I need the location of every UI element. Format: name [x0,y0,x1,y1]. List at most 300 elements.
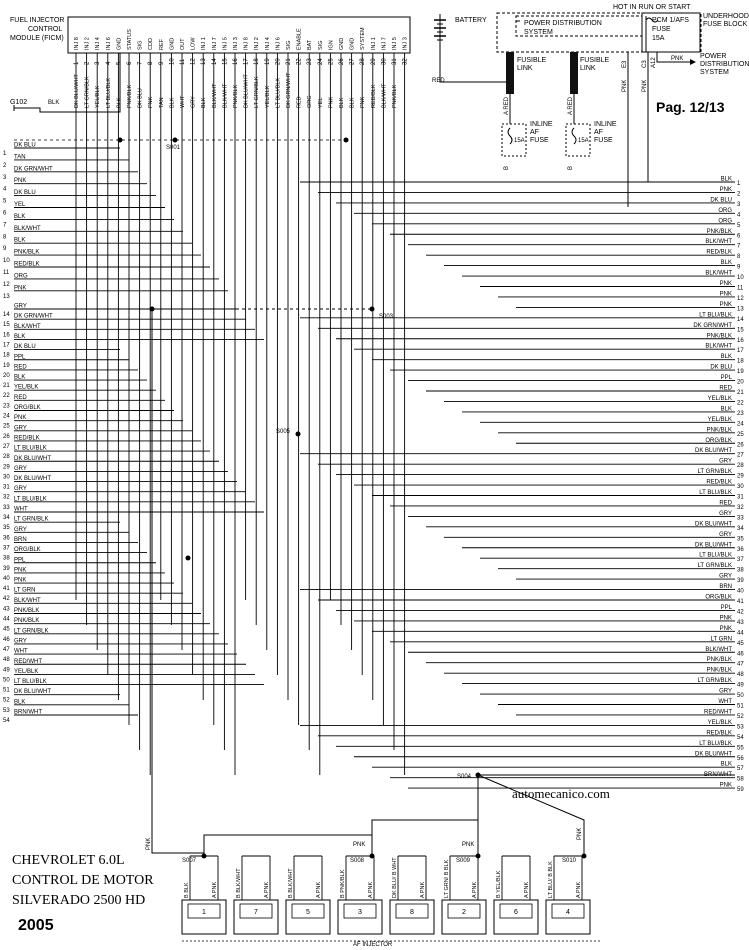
ficm-pin-name: SYSTEM [360,27,367,50]
ficm-pin-wire: LT BLU/BLK [105,77,112,108]
right-wire-label: BLK/WHT [705,343,732,350]
right-wire-label: GRY [719,458,732,465]
right-wire-label: BRN [719,584,732,591]
svg-text:AF: AF [530,129,539,136]
right-row-number: 28 [737,463,744,470]
right-row-number: 19 [737,369,744,376]
left-wire-label: YEL/BLK [14,668,39,675]
ficm-pin-name: BAT [307,39,314,50]
pcm-fuse-label-2: FUSE [652,26,671,33]
ficm-pin-wire: PNK [148,96,155,108]
svg-text:A RED: A RED [504,96,510,115]
right-row-number: 26 [737,442,744,449]
injector-number: 7 [254,909,258,916]
svg-text:S004: S004 [457,774,472,780]
ficm-pin-name: INJ 5 [222,37,229,50]
left-wire-label: ORG/BLK [14,547,41,554]
right-wire-label: RED/WHT [704,709,732,716]
ficm-pin-number: 8 [148,61,155,65]
ficm-pin-wire: RED [296,96,303,108]
left-row-number: 38 [3,555,10,562]
left-row-number: 4 [3,186,7,193]
svg-text:FUSIBLE: FUSIBLE [580,57,610,64]
ficm-pin-number: 21 [286,58,292,65]
left-wire-label: DK BLU [14,190,36,197]
website-watermark: automecanico.com [512,786,610,801]
right-row-number: 5 [737,222,741,229]
left-row-number: 35 [3,525,10,532]
left-wire-label: WHT [14,648,28,655]
ficm-pin-name: INJ 1 [201,37,208,50]
left-row-number: 10 [3,258,10,265]
left-row-number: 32 [3,494,10,501]
left-wire-label: BLK/WHT [14,225,41,232]
ficm-pin-number: 10 [169,58,176,65]
ficm-pin-number: 7 [137,61,144,65]
right-row-number: 43 [737,619,744,626]
left-wire-label: PNK [14,577,27,584]
left-row-number: 29 [3,464,10,471]
ficm-pin-number: 6 [127,61,133,65]
ficm-pin-name: REF [158,39,165,50]
right-wire-label: PNK/BLK [706,657,732,664]
left-wire-label: WHT [14,506,28,513]
splice-label-s009: S009 [456,858,471,864]
left-row-number: 44 [3,616,10,623]
left-wire-label: DK BLU/WHT [14,455,52,462]
right-wire-label: GRY [719,573,732,580]
right-row-number: 59 [737,787,744,794]
ficm-pin-number: 23 [307,58,314,65]
left-row-number: 18 [3,352,10,359]
left-row-number: 12 [3,281,10,288]
right-row-number: 17 [737,348,744,355]
ficm-pin-number: 2 [84,61,91,65]
right-wire-label: BLK [720,761,732,768]
left-row-number: 22 [3,393,10,400]
right-row-number: 8 [737,254,741,261]
left-row-number: 51 [3,687,10,694]
left-row-number: 5 [3,198,7,205]
left-row-number: 31 [3,484,10,491]
ficm-pin-wire: YEL/BLK [95,85,102,108]
ficm-pin-wire: TAN [158,97,165,108]
year-label: 2005 [18,917,54,934]
ficm-pin-number: 16 [233,58,239,65]
ficm-pin-name: CDD [148,38,155,50]
right-row-number: 45 [737,640,744,647]
right-wire-label: BLK [720,406,732,413]
right-row-number: 22 [737,400,744,407]
ficm-pin-name: INJ 6 [275,37,282,50]
left-wire-label: RED/BLK [14,261,40,268]
page-number: Pag. 12/13 [656,99,725,115]
ficm-pin-number: 4 [105,61,112,65]
svg-text:S001: S001 [166,145,181,151]
left-row-number: 54 [3,718,10,724]
svg-text:FUSE: FUSE [594,137,613,144]
ficm-pin-wire: ORG [307,95,314,108]
left-row-number: 50 [3,677,10,684]
ficm-pin-number: 11 [180,58,186,65]
left-wire-label: BLK/WHT [14,323,41,330]
pds-label-2: SYSTEM [524,29,553,36]
left-wire-label: LT BLU/BLK [14,445,47,452]
ficm-pin-number: 22 [296,58,303,65]
ficm-pin-name: INJ 8 [243,37,250,50]
ficm-pin-number: 17 [243,58,250,65]
right-row-number: 42 [737,609,744,616]
left-wire-label: DK BLU/WHT [14,689,52,696]
right-row-number: 32 [737,504,744,511]
ficm-pin-wire: DK GRN/WHT [286,72,292,108]
ficm-pin-name: SIG [286,40,292,50]
right-wire-label: LT GRN/BLK [697,469,732,476]
left-wire-label: GRY [14,486,27,493]
right-wire-label: PNK [719,615,732,622]
splice-label-s007: S007 [182,858,197,864]
ficm-pin-name: GND [116,37,123,50]
ficm-pin-name: SIG [317,40,324,50]
left-wire-label: BRN/WHT [14,709,42,716]
right-wire-label: PNK/BLK [706,667,732,674]
right-wire-label: PNK [719,301,732,308]
fusible-link-2 [570,52,578,94]
left-wire-label: RED [14,364,27,371]
right-wire-label: BLK/WHT [705,270,732,277]
left-wire-label: DK GRN/WHT [14,166,53,173]
ficm-pin-number: 9 [158,61,165,65]
right-row-number: 53 [737,724,744,731]
right-wire-label: LT BLU/BLK [699,312,732,319]
right-wire-label: LT GRN/BLK [697,678,732,685]
injector-number: 4 [566,909,570,916]
svg-text:INLINE: INLINE [530,121,553,128]
right-wire-label: PNK/BLK [706,427,732,434]
right-row-number: 16 [737,337,744,344]
right-row-number: 23 [737,410,744,417]
right-wire-label: PNK [719,291,732,298]
ficm-pin-number: 14 [211,58,218,65]
left-row-number: 15 [3,322,10,329]
left-row-number: 8 [3,234,7,241]
ficm-pin-wire: BLK [169,97,176,108]
ficm-pin-wire: YEL/BLK [264,85,271,108]
ficm-pin-wire: LT GRN/BLK [84,76,91,108]
left-row-number: 2 [3,162,7,169]
ficm-pin-number: 13 [201,58,208,65]
left-row-number: 13 [3,293,10,300]
ficm-pin-name: OUT [180,38,186,50]
right-wire-label: RED [719,385,732,392]
right-wire-label: GRY [719,510,732,517]
left-wire-label: ORG/BLK [14,405,41,411]
ficm-pin-wire: WHT [180,95,186,108]
left-row-number: 17 [3,342,10,349]
ficm-pin-wire: LT BLU/BLK [275,77,282,108]
right-row-number: 13 [737,306,744,313]
ficm-pin-name: INJ 4 [264,37,271,50]
svg-text:PNK: PNK [622,79,628,92]
ficm-pin-name: INJ 3 [233,37,239,50]
right-wire-label: LT GRN/BLK [697,563,732,570]
left-wire-label: GRY [14,526,27,533]
ficm-pin-wire: PNK [360,96,367,108]
injector-wire-a: A PNK [264,881,270,898]
injector-wire-a: A PNK [420,881,426,898]
injector-number: 6 [514,909,518,916]
injector-wire-b: B BLK [184,882,190,898]
right-wire-label: PNK/BLK [706,333,732,340]
left-wire-label: PPL [14,354,26,361]
left-wire-label: RED/BLK [14,435,40,442]
ficm-pin-wire: GRY [190,96,197,108]
pds-label-1: POWER DISTRIBUTION [524,20,602,27]
right-row-number: 6 [737,233,741,240]
ficm-pin-wire: PNK/BLK [127,84,133,108]
right-row-number: 7 [737,243,741,250]
ficm-pin-name: GND [339,37,345,50]
ficm-pin-number: 20 [275,58,282,65]
left-row-number: 1 [3,151,7,157]
left-row-number: 43 [3,606,10,613]
left-wire-label: BLK/WHT [14,597,41,604]
ficm-pin-name: GND [169,37,176,50]
left-row-number: 26 [3,433,10,440]
left-wire-label: LT GRN/BLK [14,628,49,635]
ficm-pin-wire: BLK/WHT [222,83,229,108]
ficm-pin-wire: DK BLU/WHT [74,74,80,108]
right-wire-label: BLK [720,176,732,183]
svg-text:FUSIBLE: FUSIBLE [517,57,547,64]
left-row-number: 30 [3,474,10,481]
left-wire-label: YEL/BLK [14,384,39,391]
left-row-number: 21 [3,383,10,390]
svg-text:C3: C3 [642,60,648,68]
right-wire-label: BLK/WHT [705,646,732,653]
left-wire-label: BLK [14,333,26,340]
right-row-number: 2 [737,191,741,198]
left-wire-label: BLK [14,374,26,381]
left-row-number: 7 [3,222,7,229]
right-row-number: 57 [737,766,744,773]
ficm-pin-name: INJ 8 [74,37,80,50]
ficm-pin-name: STATUS [127,29,133,50]
ficm-pin-wire: BLK [349,97,356,108]
left-wire-label: BRN [14,536,27,543]
right-wire-label: RED/BLK [706,730,732,737]
title-line-2: CONTROL DE MOTOR [12,873,154,888]
right-row-number: 27 [737,452,744,459]
right-row-number: 4 [737,212,741,219]
ficm-pin-number: 5 [116,61,123,65]
left-wire-label: DK BLU/WHT [14,476,52,483]
svg-text:PNK: PNK [462,842,475,848]
right-wire-label: LT GRN [710,636,732,643]
left-wire-label: LT BLU/BLK [14,679,47,686]
svg-text:FUSE: FUSE [530,137,549,144]
ficm-pin-number: 1 [74,61,80,65]
injector-number: 2 [462,909,466,916]
left-row-number: 9 [3,246,7,253]
right-wire-label: DK GRN/WHT [693,322,732,329]
right-wire-label: BLK/WHT [705,239,732,246]
left-wire-label: GRY [14,638,27,645]
svg-text:PNK: PNK [577,827,583,840]
ficm-pin-number: 3 [95,61,102,65]
svg-text:A RED: A RED [568,96,574,115]
ficm-pin-name: INJ 1 [370,37,377,50]
injector-number: 8 [410,909,414,916]
right-row-number: 30 [737,484,744,491]
left-row-number: 24 [3,413,10,420]
ficm-title-1: FUEL INJECTOR [10,17,65,24]
right-row-number: 36 [737,546,744,553]
right-wire-label: PNK [719,186,732,193]
left-row-number: 19 [3,362,10,369]
ficm-pin-number: 28 [360,58,367,65]
left-row-number: 25 [3,423,10,430]
right-wire-label: DK BLU/WHT [694,448,732,455]
ficm-pin-name: ENABLE [296,28,303,50]
ficm-pin-name: INJ 7 [211,37,218,50]
left-wire-label: YEL [14,202,26,208]
g102-label: G102 [10,99,28,106]
svg-text:PNK: PNK [353,842,366,848]
right-row-number: 11 [737,285,744,292]
left-row-number: 6 [3,210,7,217]
svg-text:PNK: PNK [146,837,152,850]
ficm-pin-number: 30 [381,58,388,65]
svg-text:PNK: PNK [671,56,684,62]
right-wire-label: BLK [720,260,732,267]
right-wire-label: PNK [719,281,732,287]
left-row-number: 45 [3,626,10,633]
left-row-number: 11 [3,270,10,276]
right-wire-label: YEL/BLK [707,416,732,423]
left-wire-label: DK BLU [14,344,36,351]
ficm-pin-wire: PNK/BLK [233,84,239,108]
right-wire-label: BLK [720,354,732,361]
right-row-number: 51 [737,703,744,710]
injector-wire-a: A PNK [576,881,582,898]
left-wire-label: RED [14,394,27,401]
svg-text:S005: S005 [276,429,291,435]
svg-text:DISTRIBUTION: DISTRIBUTION [700,61,749,68]
ficm-pin-wire: BLK/WHT [381,83,388,108]
pcm-fuse-label-3: 15A [652,35,665,42]
left-wire-label: TAN [14,154,26,161]
right-wire-label: RED/BLK [706,479,732,486]
ficm-pin-wire: DK BLU [137,88,144,108]
ficm-pin-name: INJ 2 [254,37,261,50]
svg-text:PNK: PNK [642,79,648,92]
left-wire-label: PPL [14,557,26,564]
right-wire-label: DK BLU [710,197,732,204]
svg-text:LINK: LINK [517,65,533,72]
right-wire-label: ORG [718,207,732,214]
ficm-pin-number: 24 [317,58,324,65]
left-row-number: 40 [3,575,10,582]
right-wire-label: ORG/BLK [705,437,732,444]
ficm-pin-wire: BLK [116,97,123,108]
ficm-pin-name: INJ 3 [402,37,409,50]
right-row-number: 9 [737,264,741,271]
injector-wire-b: B BLK/WHT [288,868,294,898]
right-wire-label: LT BLU/BLK [699,490,732,496]
left-row-number: 53 [3,707,10,714]
ficm-pin-wire: PNK [328,96,335,108]
right-row-number: 34 [737,525,744,532]
injector-wire-a: A PNK [472,881,478,898]
right-row-number: 46 [737,651,744,658]
right-row-number: 54 [737,734,744,741]
svg-text:E3: E3 [622,60,628,68]
right-row-number: 31 [737,494,744,501]
right-row-number: 3 [737,201,741,208]
left-wire-label: PNK [14,567,27,574]
svg-text:15A: 15A [578,138,589,144]
injector-wire-a: A PNK [524,881,530,898]
right-wire-label: DK BLU [710,364,732,371]
injector-wire-b: B PNK/BLK [340,869,346,898]
ficm-pin-name: GND [349,37,356,50]
left-row-number: 39 [3,565,10,572]
left-row-number: 34 [3,515,10,521]
right-row-number: 39 [737,578,744,585]
left-row-number: 41 [3,586,10,593]
left-wire-label: LT BLU/BLK [14,496,47,503]
left-row-number: 52 [3,697,10,704]
right-row-number: 49 [737,682,744,689]
left-wire-label: LT GRN [14,587,36,594]
ficm-pin-wire: DK BLU/WHT [243,74,250,108]
g102-wire-label: BLK [48,100,60,106]
left-wire-label: PNK [14,178,27,185]
right-row-number: 52 [737,713,744,720]
ficm-title-3: MODULE (FICM) [10,35,64,42]
left-row-number: 20 [3,372,10,379]
right-row-number: 29 [737,473,744,480]
ficm-pin-number: 32 [402,58,409,65]
ficm-pin-wire: BLK/WHT [211,83,218,108]
right-row-number: 55 [737,745,744,752]
hot-in-run-label: HOT IN RUN OR START [613,4,691,11]
left-wire-label: RED/WHT [14,658,42,665]
ficm-pin-wire: BLK [201,97,208,108]
svg-text:SYSTEM: SYSTEM [700,69,729,76]
right-row-number: 25 [737,431,744,438]
left-row-number: 48 [3,657,10,664]
svg-text:INLINE: INLINE [594,121,617,128]
splice-label-s010: S010 [562,858,577,864]
right-row-number: 37 [737,557,744,564]
left-wire-label: DK BLU [14,142,36,149]
title-line-3: SILVERADO 2500 HD [12,893,146,908]
fusible-link-1 [506,52,514,94]
left-wire-label: BLK [14,237,26,244]
ficm-pin-number: 29 [370,58,377,65]
left-wire-label: ORG [14,273,28,280]
right-row-number: 41 [737,599,744,605]
left-wire-label: PNK/BLK [14,249,40,256]
ficm-pin-number: 12 [190,58,197,65]
svg-text:LINK: LINK [580,65,596,72]
right-row-number: 48 [737,672,744,679]
ficm-pin-name: INJ 2 [84,37,91,50]
injector-wire-a: A PNK [368,881,374,898]
battery-wire-red: RED [432,78,445,84]
